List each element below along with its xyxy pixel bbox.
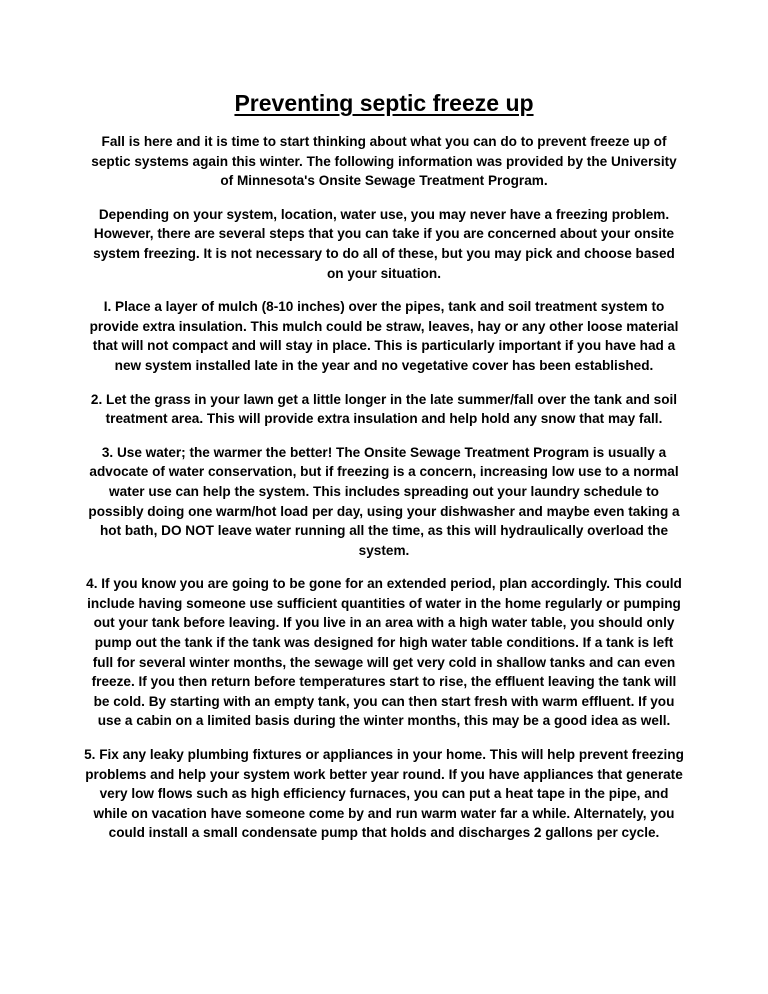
tip-1-mulch-paragraph: I. Place a layer of mulch (8-10 inches) over the pipes, tank and soil treatment system to provide extra insulation. This mulch could be straw, leaves, hay or any other loose material that will not compact and will stay in place. This is particularly important if you have had a new system installed late in the year and no vegetative cover has been established. <box>89 299 679 373</box>
tip-4-extended-absence-paragraph: 4. If you know you are going to be gone for an extended period, plan accordingly. This could include having someone use sufficient quantities of water in the home regularly or pumping out your tank before leaving. If you live in an area with a high water table, you should only pump out the tank if the tank was designed for high water table conditions. If a tank is left full for several winter months, the sewage will get very cold in shallow tanks and can even freeze. If you then return before temperatures start to rise, the effluent leaving the tank will be cold. By starting with an empty tank, you can then start fresh with warm effluent. If you use a cabin on a limited basis during the winter months, this may be a good idea as well. <box>86 576 682 729</box>
overview-paragraph: Depending on your system, location, water use, you may never have a freezing problem. However, there are several steps that you can take if you are concerned about your onsite system freezing. It is not necessary to do all of these, but you may pick and choose based on your situation. <box>93 206 675 281</box>
tip-3-water-use-paragraph: 3. Use water; the warmer the better! The Onsite Sewage Treatment Program is usually a advocate of water conservation, but if freezing is a concern, increasing low use to a normal water use can help the system. This includes spreading out your laundry schedule to possibly doing one warm/hot load per day, using your dishwasher and maybe even taking a hot bath, DO NOT leave water running all the time, as this will hydraulically overload the system. <box>88 444 680 558</box>
tip-5-leaky-fixtures-paragraph: 5. Fix any leaky plumbing fixtures or appliances in your home. This will help prevent freezing problems and help your system work better year round. If you have appliances that generate very low flows such as high efficiency furnaces, you can put a heat tape in the pipe, and while on vacation have someone come by and run warm water far a while. Alternately, you could install a small condensate pump that holds and discharges 2 gallons per cycle. <box>84 747 684 841</box>
intro-paragraph: Fall is here and it is time to start thinking about what you can do to prevent freeze up of septic systems again this winter. The following information was provided by the University of Minnesota's Onsite Sewage Treatment Program. <box>91 134 677 189</box>
tip-2-grass-paragraph: 2. Let the grass in your lawn get a little longer in the late summer/fall over the tank and soil treatment area. This will provide extra insulation and help hold any snow that may fall. <box>90 391 678 427</box>
document-title: Preventing septic freeze up <box>234 90 534 116</box>
document-page <box>84 88 684 857</box>
